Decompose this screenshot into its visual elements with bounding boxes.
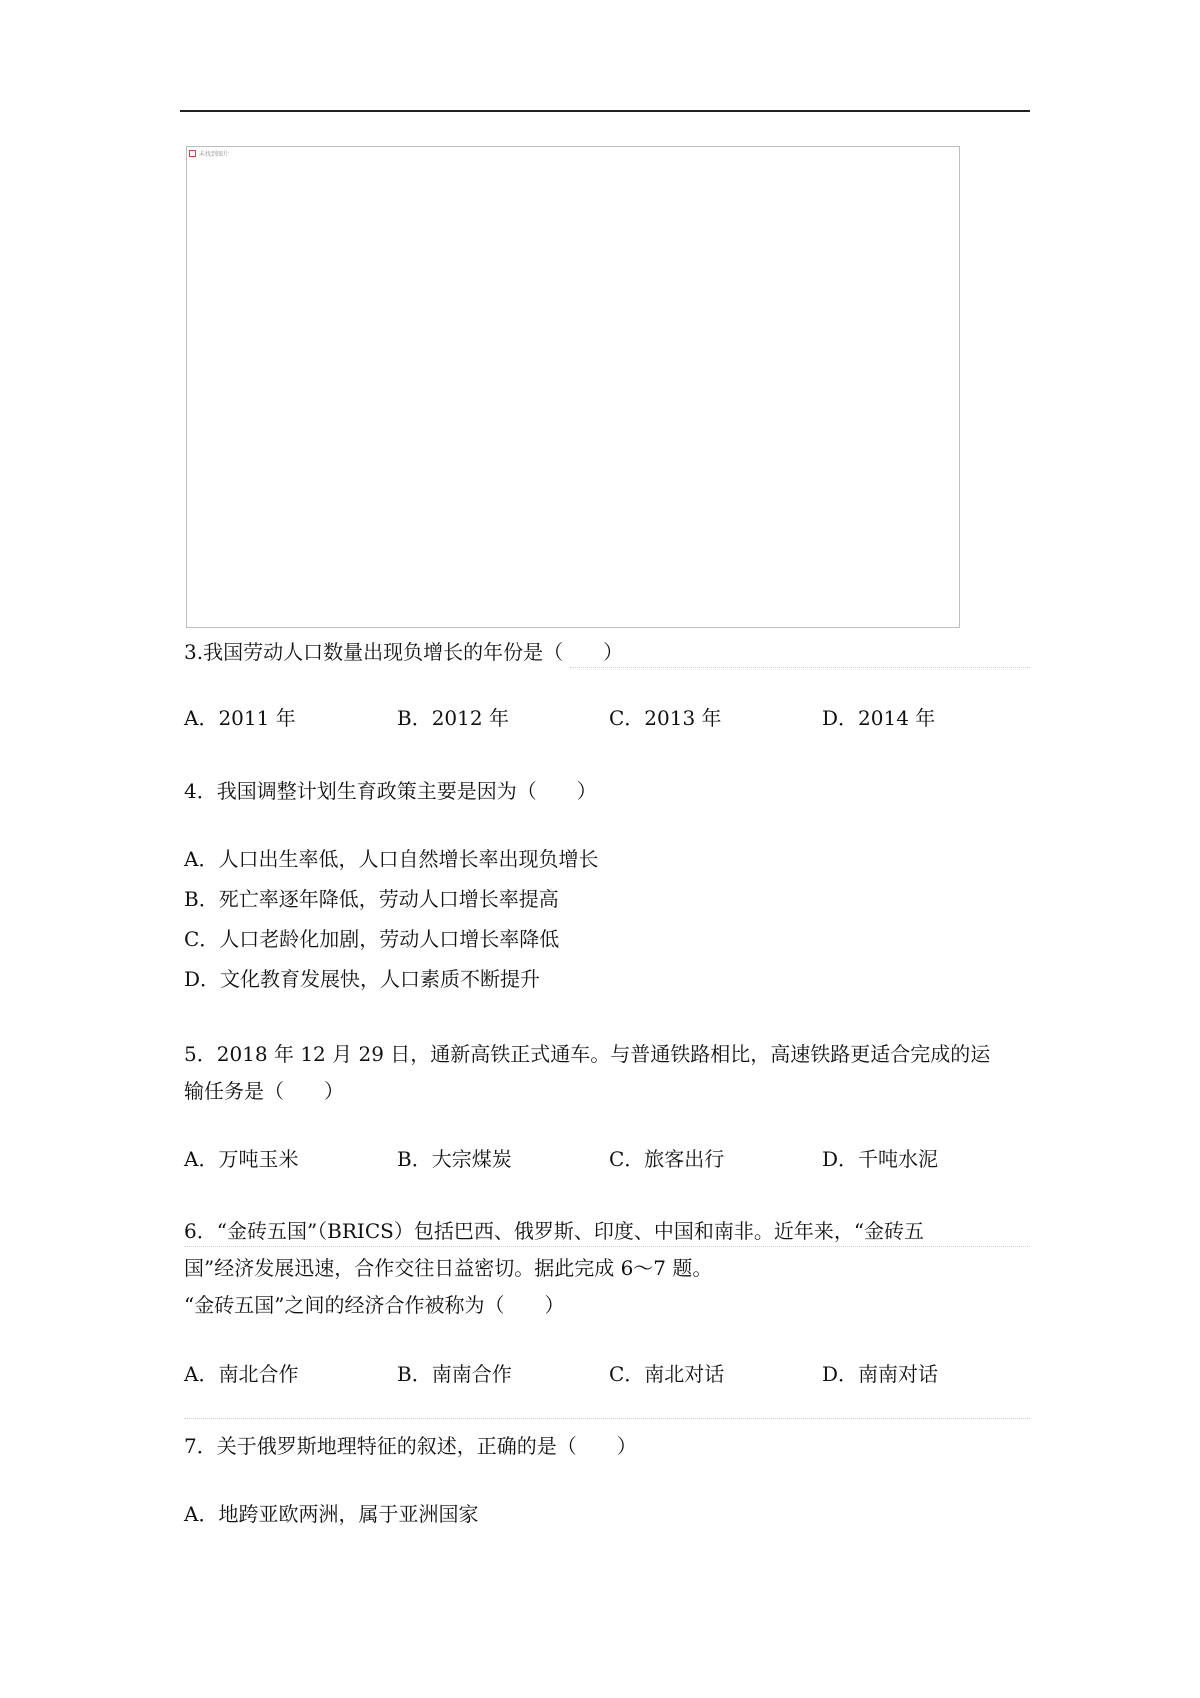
question-3-option-d: D．2014 年 [822, 706, 936, 730]
question-7-option-a: A．地跨亚欧两洲，属于亚洲国家 [184, 1502, 479, 1526]
question-4-stem: 4．我国调整计划生育政策主要是因为（ ） [184, 779, 597, 803]
question-5-option-d: D．千吨水泥 [822, 1147, 939, 1171]
divider [184, 1418, 1030, 1419]
question-5-stem-line-1: 5．2018 年 12 月 29 日，通新高铁正式通车。与普通铁路相比，高速铁路更适合完成的运 [184, 1042, 991, 1066]
question-6-stem-line-3: “金砖五国”之间的经济合作被称为（ ） [184, 1293, 565, 1317]
question-5-option-c: C．旅客出行 [609, 1147, 725, 1171]
question-3-option-a: A．2011 年 [184, 706, 296, 730]
question-4-option-a: A．人口出生率低，人口自然增长率出现负增长 [184, 847, 599, 871]
figure-placeholder [186, 146, 960, 628]
question-6-stem-line-1: 6．“金砖五国”（BRICS）包括巴西、俄罗斯、印度、中国和南非。近年来，“金砖五 [184, 1219, 925, 1243]
question-3-stem: 3.我国劳动人口数量出现负增长的年份是（ ） [184, 640, 624, 664]
question-6-stem-line-2: 国”经济发展迅速，合作交往日益密切。据此完成 6～7 题。 [184, 1256, 713, 1280]
divider [184, 1246, 1030, 1247]
question-5-option-a: A．万吨玉米 [184, 1147, 299, 1171]
question-4-option-d: D．文化教育发展快，人口素质不断提升 [184, 967, 541, 991]
question-6-option-a: A．南北合作 [184, 1362, 299, 1386]
divider [570, 667, 1030, 668]
question-5-option-b: B．大宗煤炭 [397, 1147, 512, 1171]
question-3-option-c: C．2013 年 [609, 706, 722, 730]
question-5-stem-line-2: 输任务是（ ） [184, 1079, 344, 1103]
question-7-stem: 7．关于俄罗斯地理特征的叙述，正确的是（ ） [184, 1434, 637, 1458]
question-4-option-b: B．死亡率逐年降低，劳动人口增长率提高 [184, 887, 559, 911]
broken-image-icon [189, 149, 229, 158]
question-4-option-c: C．人口老龄化加剧，劳动人口增长率降低 [184, 927, 560, 951]
question-6-option-b: B．南南合作 [397, 1362, 512, 1386]
header-rule [180, 110, 1030, 112]
question-3-option-b: B．2012 年 [397, 706, 509, 730]
question-6-option-c: C．南北对话 [609, 1362, 725, 1386]
figure-alt-text: 未找到图片 [199, 151, 230, 158]
question-6-option-d: D．南南对话 [822, 1362, 939, 1386]
